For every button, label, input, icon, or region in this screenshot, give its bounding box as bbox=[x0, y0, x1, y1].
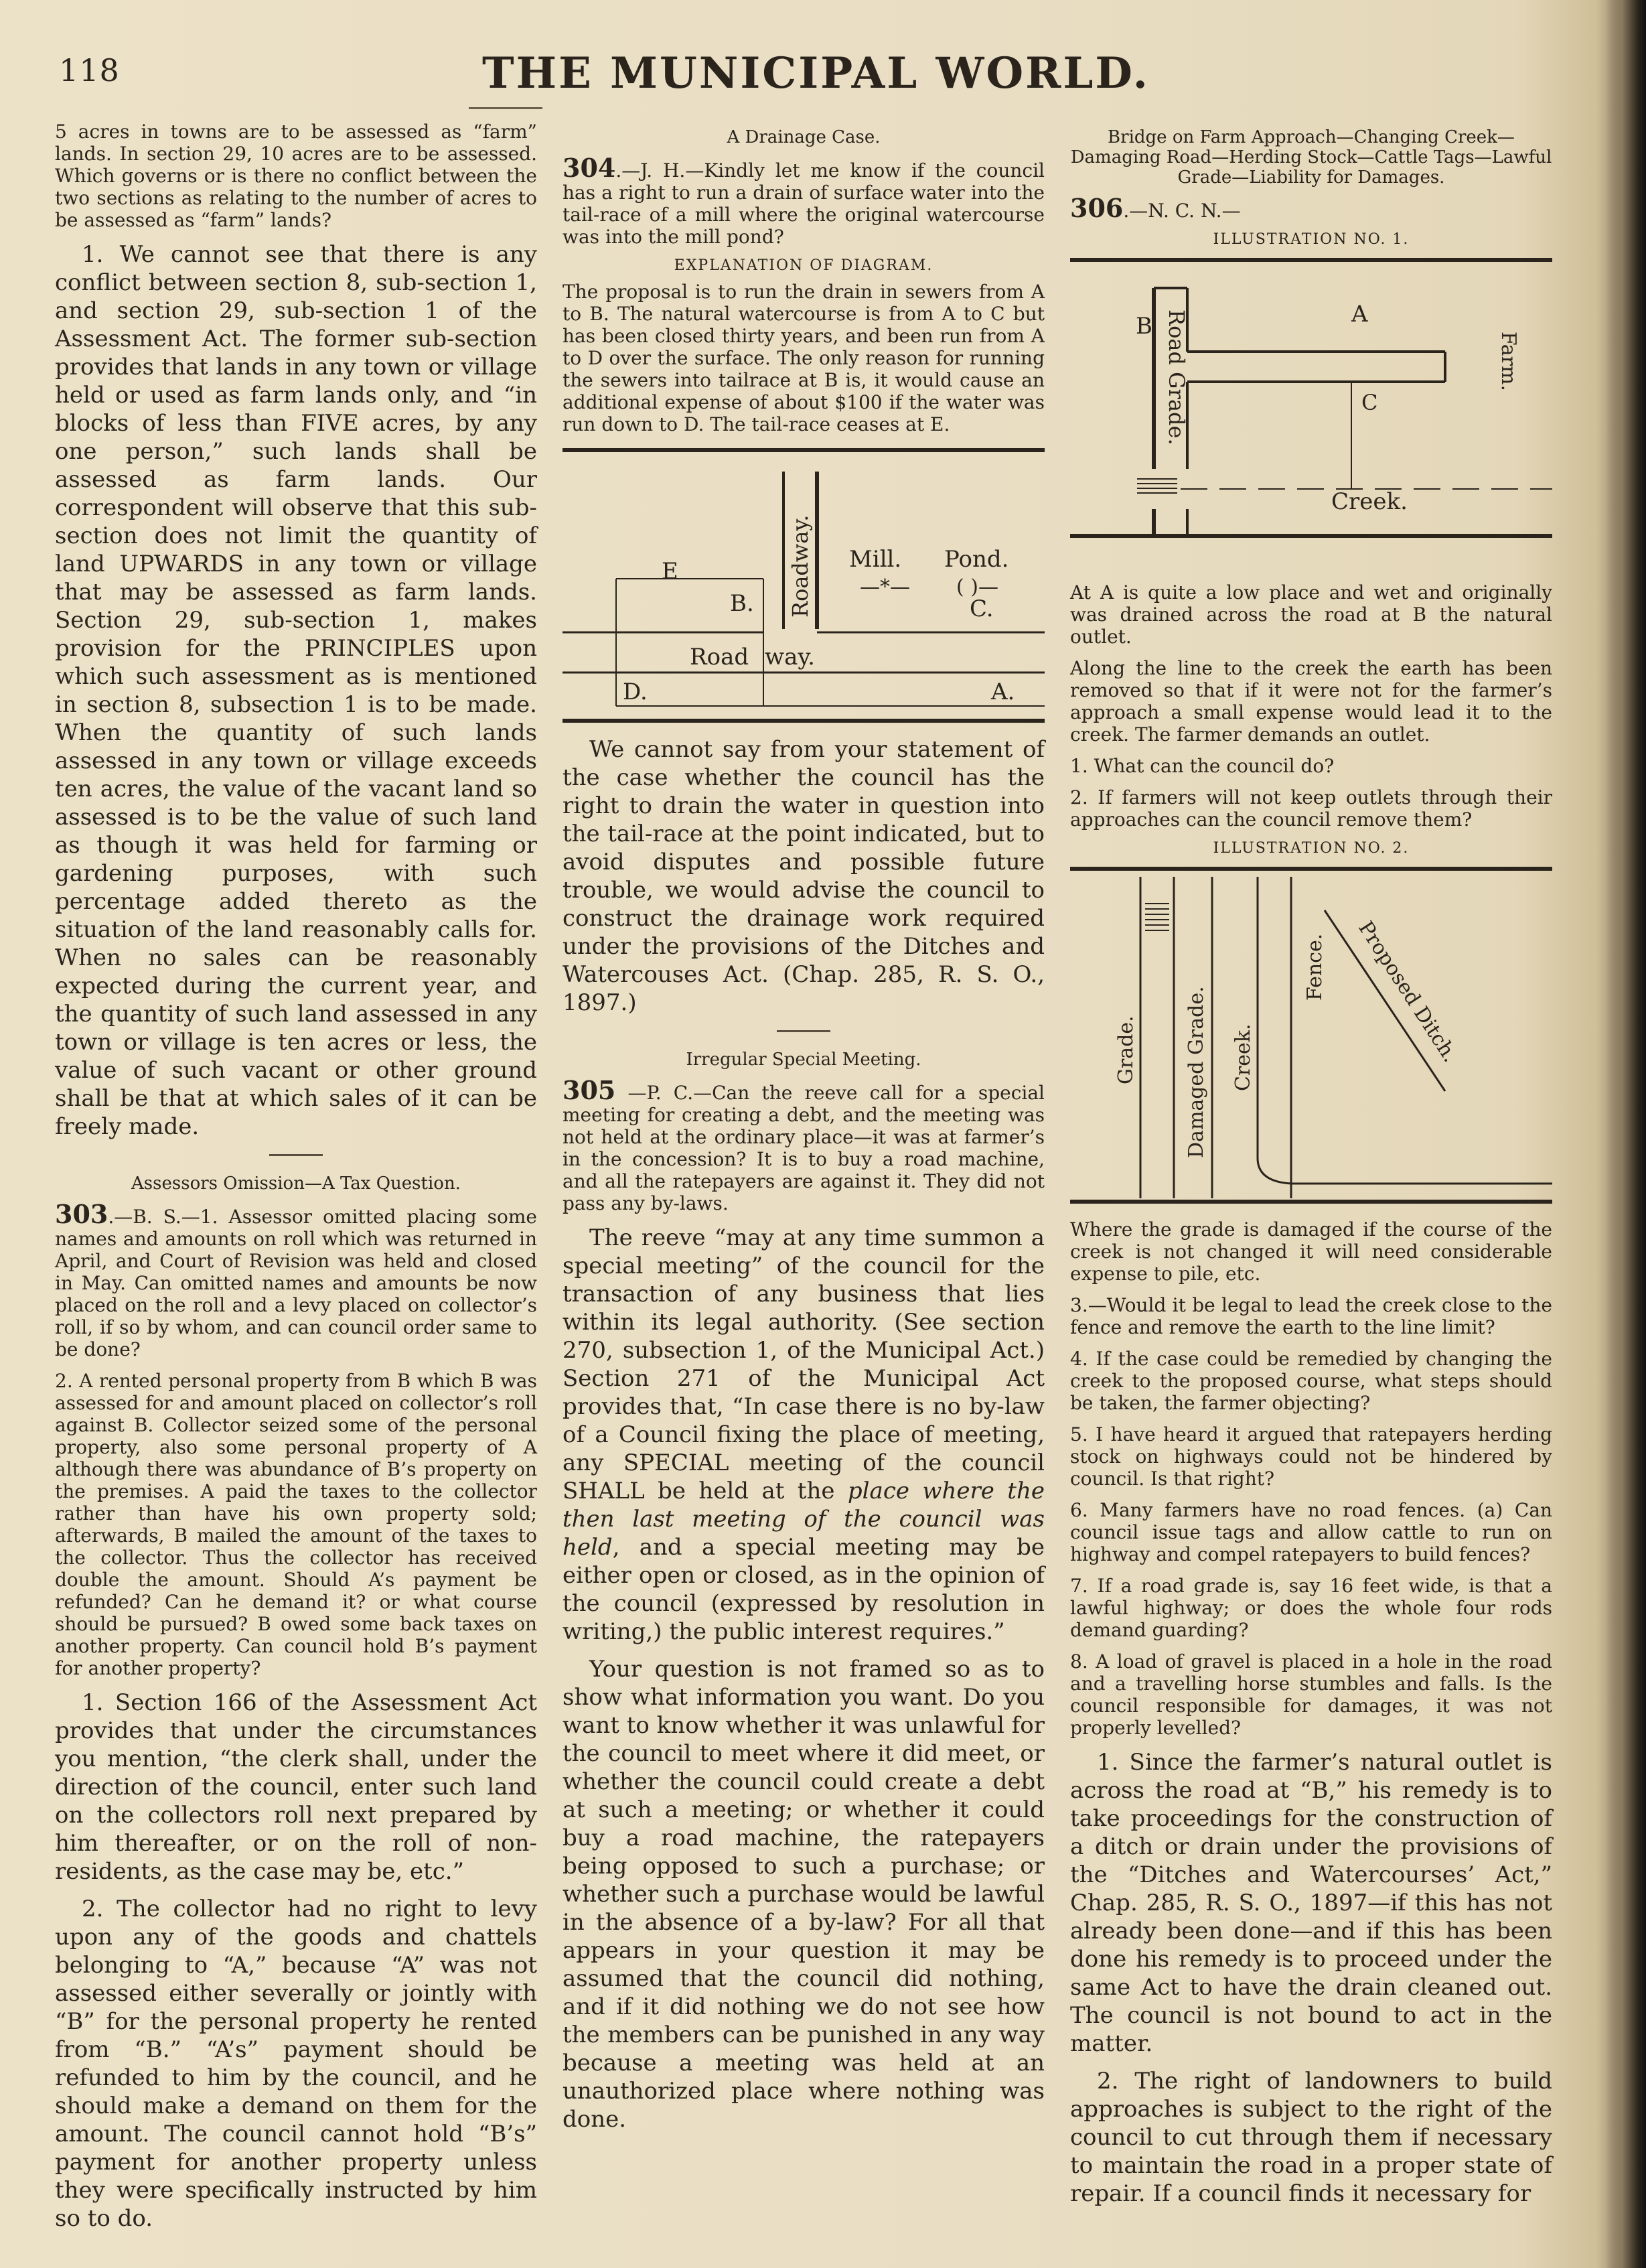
illus1-label-b: B bbox=[1136, 313, 1152, 340]
illus2-label-creek: Creek. bbox=[1231, 1023, 1255, 1091]
question-number-303: 303 bbox=[55, 1199, 108, 1229]
label-pond: Pond. bbox=[944, 546, 1009, 573]
illustration-1-heading: ILLUSTRATION NO. 1. bbox=[1213, 231, 1410, 248]
section-separator-2 bbox=[777, 1030, 830, 1032]
drainage-diagram bbox=[563, 445, 1045, 726]
header-rule bbox=[469, 107, 542, 109]
diagram-explanation-heading: EXPLANATION OF DIAGRAM. bbox=[674, 257, 933, 274]
illus2-label-damaged-grade: Damaged Grade. bbox=[1185, 986, 1208, 1158]
label-a: A. bbox=[991, 679, 1015, 705]
heading-304: A Drainage Case. bbox=[727, 127, 881, 147]
answer-303-2: 2. The collector had no right to levy upon any of the goods and chattels belonging to “A,” because “A” was not assessed either severally or jointly with “B” for the personal property he rented from “B.” “A’s” payment should be refunded to him by the council, and he should make a demand on them for the amount. The council cannot hold “B’s” payment for another property unless they were specifically instructed by him so to do. bbox=[55, 1896, 537, 2232]
answer-303-1: 1. Section 166 of the Assessment Act provides that under the circumstances you mention, “the clerk shall, under the direction of the council, enter such land on the collectors roll next prepared by him thereafter, or on the roll of non-residents, as the case may be, etc.” bbox=[55, 1689, 537, 1885]
page-binding-shadow bbox=[1606, 0, 1646, 2268]
label-b: B. bbox=[730, 590, 754, 617]
question-number-306: 306 bbox=[1070, 193, 1124, 223]
answer-305-2: Your question is not framed so as to show what information you want. Do you want to know whether it was unlawful for the council to meet where it did meet, or whether the council could create a debt at such a meeting; or whether it could buy a road machine, the ratepayers being opposed to such a purchase; or whether such a purchase would be lawful in the absence of a by-law? For all that appears in your question it may be assumed that the council did nothing, and if it did nothing we do not see how the members can be punished in any way because a meeting was held at an unauthorized place where nothing was done. bbox=[563, 1656, 1045, 2133]
answer-306-1: 1. Since the farmer’s natural outlet is across the road at “B,” his remedy is to take proceedings for the construction of a ditch or drain under the provisions of the “Ditches and Watercourses’ Act,” Chap. 285, R. S. O., 1897—if this has not already been done—and if this has been done his remedy is to proceed under the same Act to have the drain cleaned out. The council is not bound to act in the matter. bbox=[1070, 1749, 1552, 2057]
heading-306: Bridge on Farm Approach—Changing Creek—Damaging Road—Herding Stock—Cattle Tags—Lawful Grade—Liability for Damages. bbox=[1070, 127, 1552, 188]
question-305 bbox=[563, 1075, 1045, 1214]
illustration-1 bbox=[1070, 255, 1552, 576]
illus1-label-c: C bbox=[1361, 390, 1378, 415]
intro-question: 5 acres in towns are to be assessed as “farm” lands. In section 29, 10 acres are to be assessed. Which governs or is there no conflict between the two sections as relating to the number of acres to be assessed as “farm” lands? bbox=[55, 121, 537, 231]
illus2-label-fence: Fence. bbox=[1303, 933, 1327, 1001]
question-306-sender: .—N. C. N.— bbox=[1123, 200, 1241, 222]
label-mill: Mill. bbox=[849, 546, 902, 573]
label-d: D. bbox=[623, 679, 648, 705]
question-306-q1: 1. What can the council do? bbox=[1070, 755, 1335, 777]
diagram-explanation: The proposal is to run the drain in sewers from A to B. The natural watercourse is from A to C but has been closed thirty years, and been run from A to D over the surface. The only reason for running the sewers into tailrace at B is, it would cause an additional expense of about $100 if the water was run down to D. The tail-race ceases at E. bbox=[563, 281, 1045, 435]
label-paren: ( )— bbox=[956, 575, 998, 599]
illus1-label-farm: Farm. bbox=[1497, 332, 1520, 391]
column-3 bbox=[1070, 121, 1552, 2217]
illus2-label-proposed-ditch: Proposed Ditch. bbox=[1353, 917, 1463, 1067]
label-roadway-vertical: Roadway. bbox=[788, 514, 813, 618]
label-star: —*— bbox=[860, 575, 910, 599]
illus1-label-creek: Creek. bbox=[1331, 488, 1408, 515]
intro-answer: 1. We cannot see that there is any conflict between section 8, sub-section 1, and section 29, sub-section 1 of the Assessment Act. The former sub-section provides that lands in any town or village held or used as farm lands only, and “in blocks of less than FIVE acres, by any one person,” such lands shall be assessed as farm lands. Our correspondent will observe that this sub-section does not limit the quantity of land UPWARDS in any town or village that may be assessed as farm lands. Section 29, sub-section 1, makes provision for the PRINCIPLES upon which such assessment as is mentioned in section 8, subsection 1 is to be made. When the quantity of such lands assessed in any town or village exceeds ten acres, the value of the vacant land so assessed is to be the value of such land as though it was held for farming or gardening purposes, with such percentage added thereto as the situation of the land reasonably calls for. When no sales can be reasonably expected during the current year, and the quantity of such land assessed in any town or village is ten acres or less, the value of such vacant or other ground shall be that at which sales of it can be freely made. bbox=[55, 241, 537, 1140]
question-306-q2b: Where the grade is damaged if the course of the creek is not changed it will need considerable expense to pile, etc. bbox=[1070, 1218, 1552, 1285]
question-306-q6: 6. Many farmers have no road fences. (a) Can council issue tags and allow cattle to run on highway and compel ratepayers to build fences? bbox=[1070, 1499, 1552, 1565]
question-304-text: .—J. H.—Kindly let me know if the council has a right to run a drain of surface water into the tail-race of a mill where the original watercourse was into the mill pond? bbox=[563, 159, 1045, 248]
question-306-label bbox=[1070, 193, 1552, 223]
answer-305-italic: place where the then last meeting of the council was held bbox=[563, 1478, 1045, 1561]
page-number: 118 bbox=[59, 52, 120, 88]
heading-305: Irregular Special Meeting. bbox=[686, 1050, 921, 1070]
question-303-text: .—B. S.—1. Assessor omitted placing some names and amounts on roll which was returned in April, and Court of Revision was held and closed in May. Can omitted names and amounts be now placed on the roll and a levy placed on collector’s roll, if so by whom, and can council order same to be done? bbox=[55, 1206, 537, 1360]
section-separator bbox=[269, 1154, 323, 1156]
question-306-q2: 2. If farmers will not keep outlets through their approaches can the council remove them? bbox=[1070, 786, 1552, 831]
label-e: E bbox=[662, 558, 678, 585]
page-title: THE MUNICIPAL WORLD. bbox=[482, 48, 1150, 98]
question-306-q4: 4. If the case could be remedied by changing the creek to the proposed course, what steps should be taken, the farmer objecting? bbox=[1070, 1348, 1552, 1414]
illus2-label-grade: Grade. bbox=[1114, 1015, 1138, 1084]
answer-306-2: 2. The right of landowners to build approaches is subject to the right of the council to cut through them if necessary to maintain the road in a proper state of repair. If a council finds it necessary for bbox=[1070, 2068, 1552, 2207]
question-306-text2: Along the line to the creek the earth has been removed so that if it were not for the farmer’s approach a small expense would lead it to the creek. The farmer demands an outlet. bbox=[1070, 657, 1552, 746]
question-number-305: 305 bbox=[563, 1075, 616, 1105]
illus1-label-a: A bbox=[1351, 301, 1368, 328]
question-303-part2: 2. A rented personal property from B which B was assessed for and amount placed on collector’s roll against B. Collector seized some of the personal property, also some personal property of A although there was abundance of B’s property on the premises. A paid the taxes to the collector rather than have his own property sold; afterwards, B mailed the amount of the taxes to the collector. Thus the collector has received double the amount. Should A’s payment be refunded? Can he demand it? or what course should be pursued? B owed some back taxes on another property. Can council hold B’s payment for another property? bbox=[55, 1370, 537, 1679]
label-way: way. bbox=[765, 644, 815, 670]
question-306-q8: 8. A load of gravel is placed in a hole in the road and a travelling horse stumbles and falls. Is the council responsible for damages, it was not properly levelled? bbox=[1070, 1650, 1552, 1739]
answer-305-1 bbox=[563, 1224, 1045, 1646]
heading-303: Assessors Omission—A Tax Question. bbox=[131, 1174, 461, 1194]
illustration-2-heading: ILLUSTRATION NO. 2. bbox=[1213, 840, 1410, 857]
illus1-label-road-grade: Road Grade. bbox=[1164, 309, 1189, 445]
question-number-304: 304 bbox=[563, 153, 616, 183]
column-2 bbox=[563, 121, 1045, 2143]
question-306-q3: 3.—Would it be legal to lead the creek close to the fence and remove the earth to the line limit? bbox=[1070, 1294, 1552, 1338]
answer-304: We cannot say from your statement of the case whether the council has the right to drain the water in question into the tail-race at the point indicated, but to avoid disputes and possible future trouble, we would advise the council to construct the drainage work required under the provisions of the Ditches and Watercouses Act. (Chap. 285, R. S. O., 1897.) bbox=[563, 736, 1045, 1016]
question-306-text1: At A is quite a low place and wet and originally was drained across the road at B the natural outlet. bbox=[1070, 581, 1552, 648]
question-305-text: —P. C.—Can the reeve call for a special meeting for creating a debt, and the meeting was not held at the ordinary place—it was at farmer’s in the concession? It is to buy a road machine, and all the ratepayers are against it. They did not pass any by-laws. bbox=[563, 1082, 1045, 1214]
question-306-q7: 7. If a road grade is, say 16 feet wide, is that a lawful highway; or does the whole four rods demand guarding? bbox=[1070, 1575, 1552, 1641]
label-c: C. bbox=[970, 595, 994, 622]
answer-305-1a: The reeve “may at any time summon a special meeting” of the council for the transaction of any business that lies within its legal authority. (See section 270, subsection 1, of the Municipal Act.) Section 271 of the Municipal Act provides that, “In case there is no by-law of a Council fixing the place of meeting, any SPECIAL meeting of the council SHALL be held at the bbox=[563, 1224, 1045, 1504]
question-303-part1 bbox=[55, 1199, 537, 1360]
label-road: Road bbox=[690, 644, 749, 670]
question-306-q5: 5. I have heard it argued that ratepayers herding stock on highways could not be hindered by council. Is that right? bbox=[1070, 1423, 1552, 1490]
answer-305-1b: , and a special meeting may be either open or closed, as in the opinion of the council (expressed by resolution in writing,) the public interest requires.” bbox=[563, 1534, 1045, 1645]
illustration-2 bbox=[1070, 863, 1552, 1212]
question-304 bbox=[563, 153, 1045, 248]
column-1 bbox=[55, 121, 537, 2242]
